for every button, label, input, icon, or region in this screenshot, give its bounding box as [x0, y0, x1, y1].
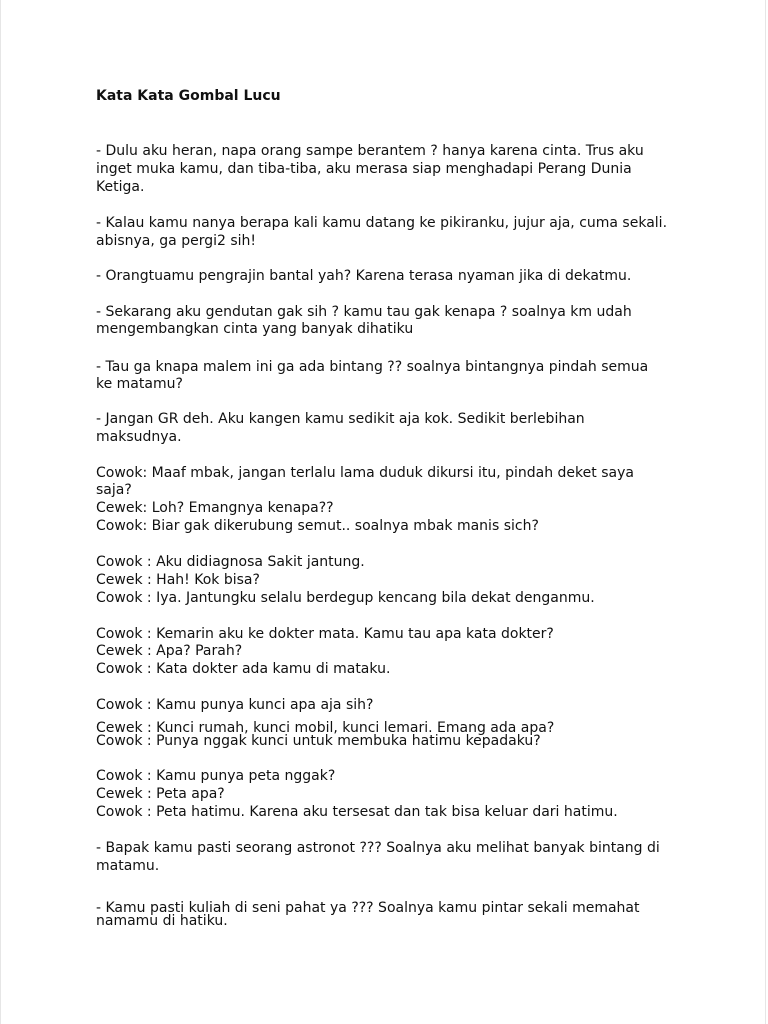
text-line: Cowok : Punya nggak kunci untuk membuka hatimu kepadaku? — [96, 733, 541, 749]
text-line: abisnya, ga pergi2 sih! — [96, 233, 257, 249]
text-line: Cowok : Kata dokter ada kamu di mataku. — [96, 661, 391, 677]
text-line: Ketiga. — [96, 179, 145, 195]
text-line: Cewek : Hah! Kok bisa? — [96, 572, 260, 588]
text-line: namamu di hatiku. — [96, 913, 228, 929]
text-line: saja? — [96, 482, 132, 498]
text-line: Cewek : Peta apa? — [96, 786, 225, 802]
text-line: mengembangkan cinta yang banyak dihatiku — [96, 321, 414, 337]
text-line: - Orangtuamu pengrajin bantal yah? Karena terasa nyaman jika di dekatmu. — [96, 268, 632, 284]
text-line: matamu. — [96, 858, 160, 874]
text-line: - Dulu aku heran, napa orang sampe berantem ? hanya karena cinta. Trus aku — [96, 143, 644, 159]
text-line: Cowok : Peta hatimu. Karena aku tersesat dan tak bisa keluar dari hatimu. — [96, 804, 618, 820]
text-line: - Kalau kamu nanya berapa kali kamu datang ke pikiranku, jujur aja, cuma sekali. — [96, 215, 668, 231]
text-line: - Bapak kamu pasti seorang astronot ??? Soalnya aku melihat banyak bintang di — [96, 840, 660, 856]
text-line: Cowok : Iya. Jantungku selalu berdegup kencang bila dekat denganmu. — [96, 590, 595, 606]
text-line: - Sekarang aku gendutan gak sih ? kamu tau gak kenapa ? soalnya km udah — [96, 304, 632, 320]
text-line: Cewek : Kunci rumah, kunci mobil, kunci lemari. Emang ada apa? — [96, 720, 555, 736]
text-line: ke matamu? — [96, 376, 183, 392]
text-line: inget muka kamu, dan tiba-tiba, aku merasa siap menghadapi Perang Dunia — [96, 161, 632, 177]
text-line: Cewek: Loh? Emangnya kenapa?? — [96, 500, 334, 516]
document-title: Kata Kata Gombal Lucu — [96, 88, 281, 104]
text-line: Cowok : Aku didiagnosa Sakit jantung. — [96, 554, 365, 570]
text-line: Cowok : Kamu punya peta nggak? — [96, 768, 336, 784]
text-line: Cowok : Kamu punya kunci apa aja sih? — [96, 697, 374, 713]
text-line: Cewek : Apa? Parah? — [96, 643, 243, 659]
text-line: - Jangan GR deh. Aku kangen kamu sedikit aja kok. Sedikit berlebihan — [96, 411, 585, 427]
text-line: - Kamu pasti kuliah di seni pahat ya ??? Soalnya kamu pintar sekali memahat — [96, 900, 640, 916]
text-line: Cowok : Kemarin aku ke dokter mata. Kamu tau apa kata dokter? — [96, 626, 554, 642]
text-line: - Tau ga knapa malem ini ga ada bintang ?? soalnya bintangnya pindah semua — [96, 359, 649, 375]
text-line: Cowok: Maaf mbak, jangan terlalu lama duduk dikursi itu, pindah deket saya — [96, 465, 634, 481]
text-line: Cowok: Biar gak dikerubung semut.. soalnya mbak manis sich? — [96, 518, 539, 534]
text-line: maksudnya. — [96, 429, 182, 445]
